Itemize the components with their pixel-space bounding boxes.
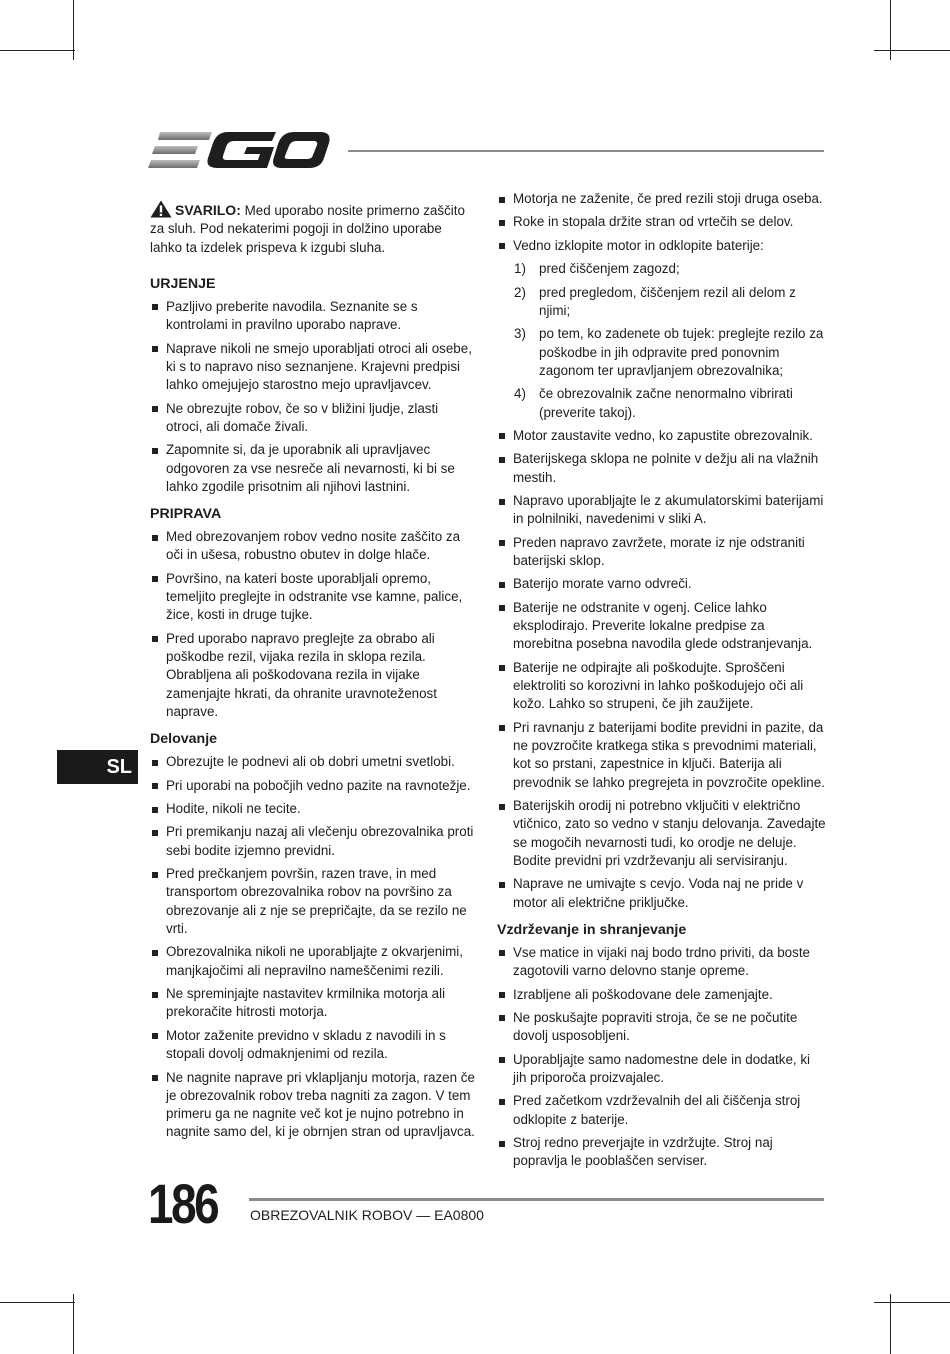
list-item: Uporabljajte samo nadomestne dele in dodatke, ki jih priporoča proizvajalec. [497, 1051, 827, 1088]
list-item: Pri ravnanju z baterijami bodite previdni in pazite, da ne povzročite kratkega stika s prevodnimi materiali, kot so prstani, zapestnice in ključi. Baterija ali prevodnik se lahko pregrejeta in povzročite opekline. [497, 719, 827, 792]
item-number: 3) [514, 326, 526, 342]
item-text: če obrezovalnik začne nenormalno vibrirati (preverite takoj). [539, 386, 793, 420]
numbered-item [497, 284, 827, 321]
list-item: Pazljivo preberite navodila. Seznanite se s kontrolami in pravilno uporabo naprave. [150, 298, 476, 335]
section-heading-vzdrzevanje: Vzdrževanje in shranjevanje [497, 921, 687, 938]
list-item: Zapomnite si, da je uporabnik ali upravljavec odgovoren za vse nesreče ali nevarnosti, ki bi se lahko zgodile prisotnim ali njihovi lastnini. [150, 441, 476, 496]
header-rule [348, 150, 824, 152]
item-text: pred pregledom, čiščenjem rezil ali delom z njimi; [539, 284, 796, 318]
list-item: Obrezujte le podnevi ali ob dobri umetni svetlobi. [150, 753, 476, 771]
list-item: Baterijo morate varno odvreči. [497, 575, 827, 593]
item-text: po tem, ko zadenete ob tujek: preglejte rezilo za poškodbe in jih odpravite pred ponovnim zagonom ter upravljanjem obrezovalnika; [539, 326, 824, 378]
warning-text: Med uporabo nosite primerno zaščito za sluh. Pod nekaterimi pogoji in dolžino uporabe lahko ta izdelek prispeva k izgubi sluha. [150, 203, 465, 255]
warning-label: SVARILO: [175, 202, 241, 218]
ego-logo [148, 128, 332, 172]
list-item: Ne spreminjajte nastavitev krmilnika motorja ali prekoračite hitrosti motorja. [150, 985, 476, 1022]
list-item: Baterije ne odstranite v ogenj. Celice lahko eksplodirajo. Preverite lokalne predpise za morebitna posebna navodila glede odstranjevanja. [497, 599, 827, 654]
page-number: 186 [148, 1172, 218, 1235]
list-item: Naprave ne umivajte s cevjo. Voda naj ne pride v motor ali električne priključke. [497, 875, 827, 912]
numbered-item [497, 385, 827, 422]
crop-mark [874, 50, 950, 51]
list-item: Motor zaženite previdno v skladu z navodili in s stopali dovolj odmaknjenimi od rezila. [150, 1027, 476, 1064]
list-vzdrzevanje [497, 944, 827, 1171]
list-item: Stroj redno preverjajte in vzdržujte. Stroj naj popravlja le pooblaščen serviser. [497, 1134, 827, 1171]
list-item: Vedno izklopite motor in odklopite baterije: [497, 237, 827, 255]
list-priprava [150, 528, 476, 721]
list-right-top [497, 190, 827, 255]
footer-title: OBREZOVALNIK ROBOV — EA0800 [250, 1207, 484, 1223]
list-right-batteries [497, 427, 827, 912]
list-item: Motor zaustavite vedno, ko zapustite obrezovalnik. [497, 427, 827, 445]
list-item: Napravo uporabljajte le z akumulatorskimi baterijami in polnilniki, navedenimi v sliki A. [497, 492, 827, 529]
list-item: Roke in stopala držite stran od vrtečih se delov. [497, 213, 827, 231]
crop-mark [874, 1302, 950, 1303]
section-heading-urjenje: URJENJE [150, 275, 216, 292]
list-item: Pred začetkom vzdrževalnih del ali čiščenja stroj odklopite z baterije. [497, 1092, 827, 1129]
list-item: Motorja ne zaženite, če pred rezili stoji druga oseba. [497, 190, 827, 208]
list-item: Med obrezovanjem robov vedno nosite zaščito za oči in ušesa, robustno obutev in dolge hlače. [150, 528, 476, 565]
crop-mark [73, 1294, 74, 1354]
list-item: Površino, na kateri boste uporabljali opremo, temeljito preglejte in odstranite vse kamne, palice, žice, kosti in druge tujke. [150, 570, 476, 625]
list-item: Preden napravo zavržete, morate iz nje odstraniti baterijski sklop. [497, 534, 827, 571]
item-number: 1) [514, 261, 526, 277]
list-item: Baterije ne odpirajte ali poškodujte. Sproščeni elektroliti so korozivni in lahko poškodujejo oči ali kožo. Lahko so strupeni, če jih zaužijete. [497, 659, 827, 714]
list-item: Baterijskih orodij ni potrebno vključiti v električno vtičnico, zato so vedno v stanju delovanja. Zavedajte se mogočih nevarnosti tudi, ko orodje ne deluje. Bodite previdni pri vzdrževanju ali servisiranju. [497, 797, 827, 870]
list-item: Hodite, nikoli ne tecite. [150, 800, 476, 818]
list-delovanje [150, 753, 476, 1141]
item-text: pred čiščenjem zagozd; [539, 261, 680, 277]
list-item: Pri premikanju nazaj ali vlečenju obrezovalnika proti sebi bodite izjemno previdni. [150, 823, 476, 860]
section-heading-priprava: PRIPRAVA [150, 506, 222, 523]
list-item: Pred prečkanjem površin, razen trave, in med transportom obrezovalnika robov na površino za obrezovanje ali z nje se prepričajte, da se rezilo ne vrti. [150, 865, 476, 938]
list-item: Izrabljene ali poškodovane dele zamenjajte. [497, 986, 827, 1004]
numbered-item [497, 325, 827, 380]
item-number: 2) [514, 284, 526, 300]
numbered-list [497, 260, 827, 422]
list-item: Naprave nikoli ne smejo uporabljati otroci ali osebe, ki s to napravo niso seznanjene. Krajevni predpisi lahko omejujejo starostno mejo upravljavcev. [150, 340, 476, 395]
list-item: Ne obrezujte robov, če so v bližini ljudje, zlasti otroci, ali domače živali. [150, 400, 476, 437]
list-item: Pred uporabo napravo preglejte za obrabo ali poškodbe rezil, vijaka rezila in sklopa rezila. Obrabljena ali poškodovana rezila in vijake zamenjajte hkrati, da ohranite uravnoteženost naprave. [150, 630, 476, 721]
footer-rule [249, 1198, 824, 1201]
item-number: 4) [514, 386, 526, 402]
language-tab: SL [57, 750, 138, 784]
warning-triangle-icon [150, 200, 172, 218]
crop-mark [890, 0, 891, 60]
crop-mark [890, 1294, 891, 1354]
list-item: Baterijskega sklopa ne polnite v dežju ali na vlažnih mestih. [497, 450, 827, 487]
crop-mark [0, 1302, 75, 1303]
list-item: Obrezovalnika nikoli ne uporabljajte z okvarjenimi, manjkajočimi ali nepravilno nameščenimi rezili. [150, 943, 476, 980]
crop-mark [73, 0, 74, 60]
list-item: Pri uporabi na pobočjih vedno pazite na ravnotežje. [150, 777, 476, 795]
list-item: Ne poskušajte popraviti stroja, če se ne počutite dovolj usposobljeni. [497, 1009, 827, 1046]
crop-mark [0, 50, 75, 51]
warning-block [150, 200, 476, 257]
right-column [497, 190, 827, 1179]
numbered-item [497, 260, 827, 278]
list-urjenje [150, 298, 476, 496]
list-item: Vse matice in vijaki naj bodo trdno priviti, da boste zagotovili varno delovno stanje opreme. [497, 944, 827, 981]
list-item: Ne nagnite naprave pri vklapljanju motorja, razen če je obrezovalnik robov treba nagniti za zagon. V tem primeru ga ne nagnite več kot je nujno potrebno in nagnite samo del, ki je obrnjen stran od upravljavca. [150, 1069, 476, 1142]
section-heading-delovanje: Delovanje [150, 731, 218, 748]
left-column [150, 196, 476, 1150]
